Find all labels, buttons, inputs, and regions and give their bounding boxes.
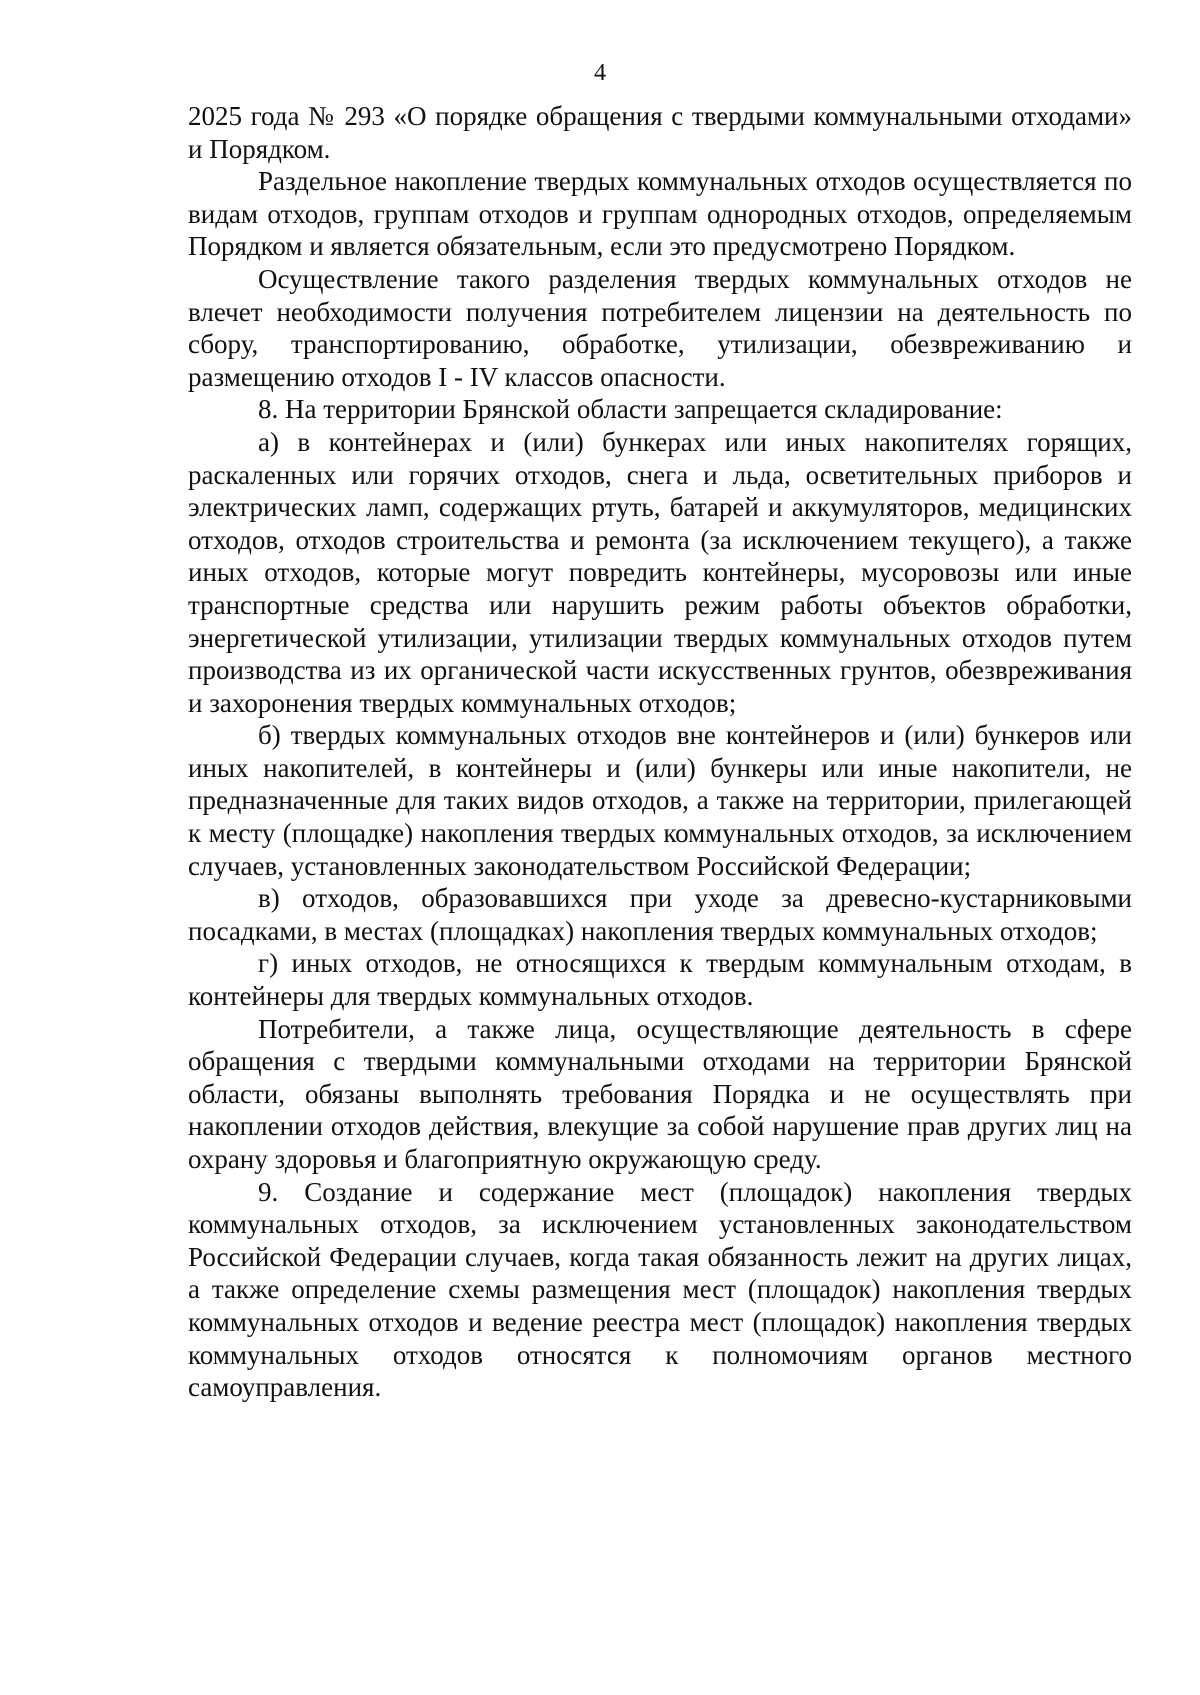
- paragraph-order-reference: 2025 года № 293 «О порядке обращения с твердыми коммунальными отходами» и Порядком.: [188, 101, 1132, 164]
- document-body: [188, 100, 1132, 1404]
- paragraph-separate-collection: Раздельное накопление твердых коммунальных отходов осуществляется по видам отходов, группам отходов и группам однородных отходов, определяемым Порядком и является обязательным, если это предусмотрено Порядком.: [188, 166, 1132, 262]
- paragraph-item-8-heading: 8. На территории Брянской области запрещается складирование:: [258, 394, 1003, 425]
- page-number: 4: [594, 60, 606, 86]
- paragraph-item-8v: в) отходов, образовавшихся при уходе за древесно-кустарниковыми посадками, в местах (площадках) накопления твердых коммунальных отходов;: [188, 883, 1132, 946]
- paragraph-item-8a: а) в контейнерах и (или) бункерах или иных накопителях горящих, раскаленных или горячих отходов, снега и льда, осветительных приборов и электрических ламп, содержащих ртуть, батарей и аккумуляторов, медицинских отходов, отходов строительства и ремонта (за исключением текущего), а также иных отходов, которые могут повредить контейнеры, мусоровозы или иные транспортные средства или нарушить режим работы объектов обработки, энергетической утилизации, утилизации твердых коммунальных отходов путем производства из их органической части искусственных грунтов, обезвреживания и захоронения твердых коммунальных отходов;: [188, 426, 1132, 718]
- paragraph-item-8g: г) иных отходов, не относящихся к твердым коммунальным отходам, в контейнеры для твердых коммунальных отходов.: [188, 948, 1132, 1012]
- paragraph-no-license-required: Осуществление такого разделения твердых коммунальных отходов не влечет необходимости получения потребителем лицензии на деятельность по сбору, транспортированию, обработке, утилизации, обезвреживанию и размещению отходов I - IV классов опасности.: [188, 263, 1132, 392]
- paragraph-consumer-obligations: Потребители, а также лица, осуществляющие деятельность в сфере обращения с твердыми коммунальными отходами на территории Брянской области, обязаны выполнять требования Порядка и не осуществлять при накоплении отходов действия, влекущие за собой нарушение прав других лиц на охрану здоровья и благоприятную окружающую среду.: [188, 1013, 1132, 1174]
- paragraph-item-9: 9. Создание и содержание мест (площадок) накопления твердых коммунальных отходов, за исключением установленных законодательством Российской Федерации случаев, когда такая обязанность лежит на других лицах, а также определение схемы размещения мест (площадок) накопления твердых коммунальных отходов и ведение реестра мест (площадок) накопления твердых коммунальных отходов относятся к полномочиям органов местного самоуправления.: [188, 1176, 1132, 1403]
- paragraph-item-8b: б) твердых коммунальных отходов вне контейнеров и (или) бункеров или иных накопителей, в контейнеры и (или) бункеры или иные накопители, не предназначенные для таких видов отходов, а также на территории, прилегающей к месту (площадке) накопления твердых коммунальных отходов, за исключением случаев, установленных законодательством Российской Федерации;: [188, 720, 1132, 881]
